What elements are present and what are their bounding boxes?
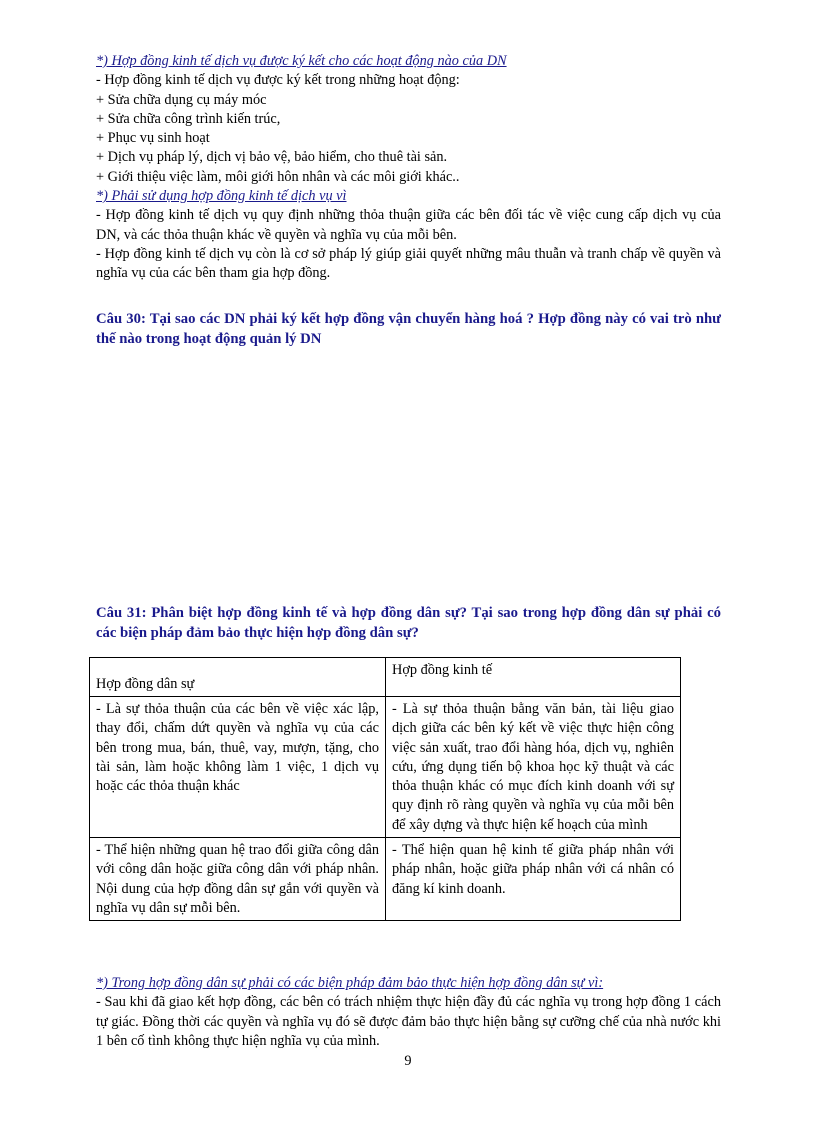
paragraph: - Sau khi đã giao kết hợp đồng, các bên có trách nhiệm thực hiện đầy đủ các nghĩa vụ trong hợp đồng 1 cách tự giác. Đồng thời các quyền và nghĩa vụ đó sẽ được đảm bảo thực hiện bằng sự cưỡng chế của nhà nước khi 1 bên cố tình không thực hiện nghĩa vụ của mình.	[96, 994, 721, 1049]
list-item: + Sửa chữa dụng cụ máy móc	[96, 91, 267, 108]
intro-text: - Hợp đồng kinh tế dịch vụ được ký kết trong những hoạt động:	[96, 72, 460, 89]
paragraph: - Hợp đồng kinh tế dịch vụ quy định những thỏa thuận giữa các bên đối tác về việc cung cấp dịch vụ của DN, và các thỏa thuận khác về quyền và nghĩa vụ của mỗi bên.	[96, 207, 721, 243]
question-30-title: Câu 30: Tại sao các DN phải ký kết hợp đồng vận chuyển hàng hoá ? Hợp đồng này có vai trò như thế nào trong hoạt động quản lý DN	[96, 311, 721, 347]
heading-bien-phap: *) Trong hợp đồng dân sự phải có các biện pháp đảm bảo thực hiện hợp đồng dân sự vì:	[96, 975, 604, 991]
header-cell-economic: Hợp đồng kinh tế	[386, 658, 681, 697]
question-31-title: Câu 31: Phân biệt hợp đồng kinh tế và hợp đồng dân sự? Tại sao trong hợp đồng dân sự phải có các biện pháp đảm bảo thực hiện hợp đồng dân sự?	[96, 605, 721, 641]
cell-civil: - Là sự thỏa thuận của các bên về việc xác lập, thay đổi, chấm dứt quyền và nghĩa vụ của các bên trong mua, bán, thuê, vay, mượn, tặng, cho tài sản, làm hoặc không làm 1 việc, 1 dịch vụ hoặc các thỏa thuận khác	[90, 697, 386, 838]
page-number: 9	[404, 1053, 412, 1069]
list-item: + Giới thiệu việc làm, môi giới hôn nhân và các môi giới khác..	[96, 168, 460, 185]
table-row	[90, 697, 681, 838]
cell-civil: - Thể hiện những quan hệ trao đổi giữa công dân với công dân hoặc giữa công dân với pháp nhân. Nội dung của hợp đồng dân sự gắn với quyền và nghĩa vụ dân sự mỗi bên.	[90, 838, 386, 921]
table-header-row	[90, 658, 681, 697]
list-item: + Sửa chữa công trình kiến trúc,	[96, 110, 281, 127]
comparison-table	[89, 657, 681, 921]
cell-economic: - Thể hiện quan hệ kinh tế giữa pháp nhân với pháp nhân, hoặc giữa pháp nhân với cá nhân có đăng kí kinh doanh.	[386, 838, 681, 921]
header-cell-civil: Hợp đồng dân sự	[90, 658, 386, 697]
list-item: + Dịch vụ pháp lý, dịch vị bảo vệ, bảo hiểm, cho thuê tài sản.	[96, 149, 448, 166]
section-dich-vu	[96, 52, 721, 284]
paragraph: - Hợp đồng kinh tế dịch vụ còn là cơ sở pháp lý giúp giải quyết những mâu thuẫn và tranh chấp về quyền và nghĩa vụ của các bên tham gia hợp đồng.	[96, 245, 721, 282]
table-row	[90, 838, 681, 921]
heading-hoat-dong: *) Hợp đồng kinh tế dịch vụ được ký kết cho các hoạt động nào của DN	[96, 53, 507, 69]
section-bien-phap	[96, 974, 721, 1051]
list-item: + Phục vụ sinh hoạt	[96, 130, 210, 147]
heading-ly-do: *) Phải sử dụng hợp đồng kinh tế dịch vụ vì	[96, 188, 347, 205]
cell-economic: - Là sự thỏa thuận bằng văn bản, tài liệu giao dịch giữa các bên ký kết về việc thực hiện công việc sản xuất, trao đổi hàng hóa, dịch vụ, nghiên cứu, ứng dụng tiến bộ khoa học kỹ thuật và các thỏa thuận khác có mục đích kinh doanh với sự quy định rõ ràng quyền và nghĩa vụ của mỗi bên để xây dựng và thực hiện kế hoạch của mình	[386, 697, 681, 838]
